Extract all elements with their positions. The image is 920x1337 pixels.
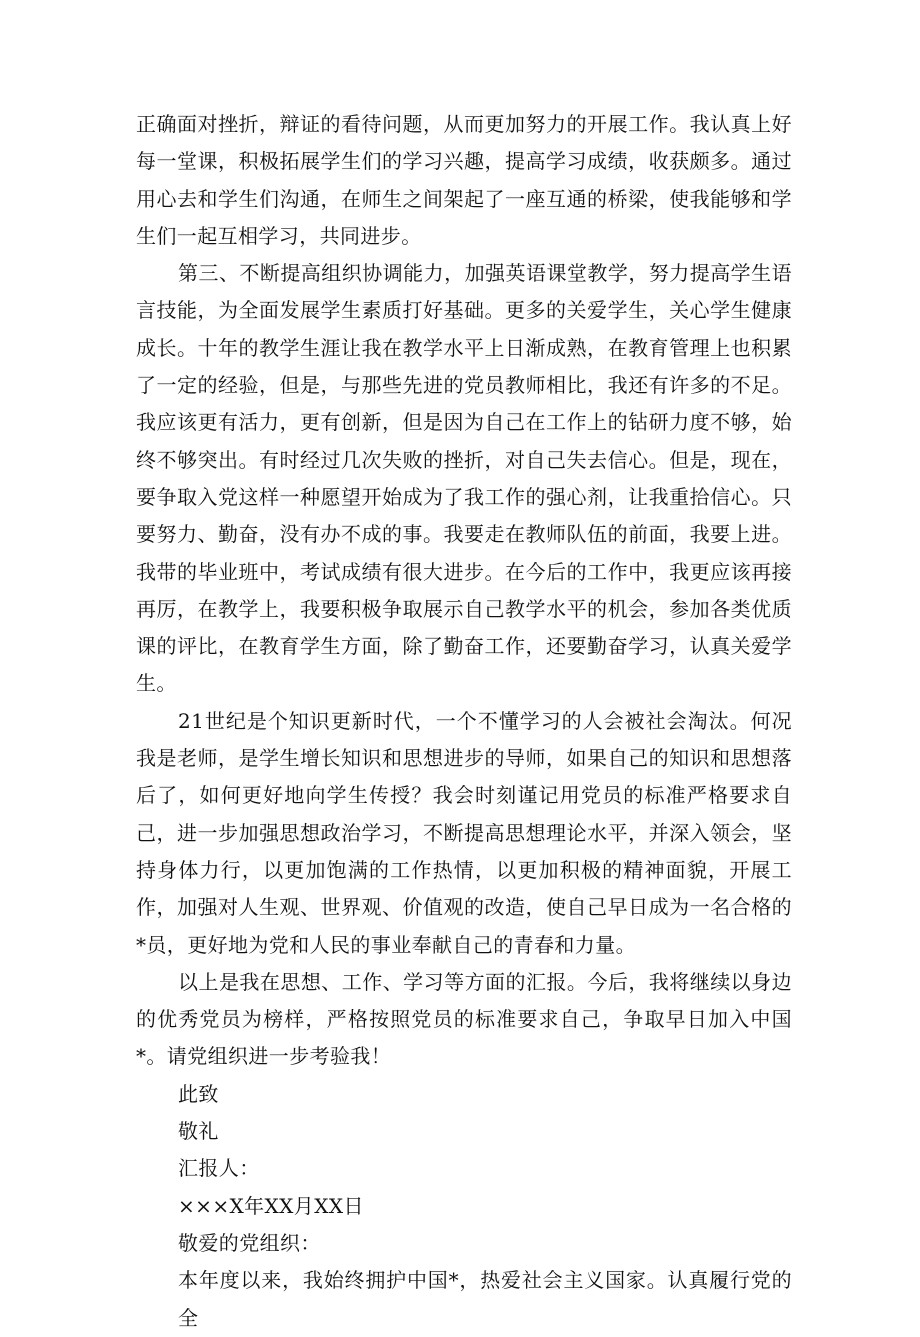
paragraph-1: 正确面对挫折，辩证的看待问题，从而更加努力的开展工作。我认真上好每一堂课，积极拓展学生们的学习兴趣，提高学习成绩，收获颇多。通过用心去和学生们沟通，在师生之间架起了一座互通的桥梁，使我能够和学生们一起互相学习，共同进步。 (136, 112, 792, 248)
paragraph-5: 本年度以来，我始终拥护中国*，热爱社会主义国家。认真履行党的全 (178, 1268, 792, 1330)
date-line: ×××X年XX月XX日 (178, 1193, 364, 1218)
paragraph-4: 以上是我在思想、工作、学习等方面的汇报。今后，我将继续以身边的优秀党员为榜样，严格按照党员的标准要求自己，争取早日加入中国*。请党组织进一步考验我！ (136, 969, 792, 1069)
closing-line-2: 敬礼 (178, 1119, 219, 1144)
salutation-line: 敬爱的党组织： (178, 1230, 321, 1255)
paragraph-3: 21世纪是个知识更新时代，一个不懂学习的人会被社会淘汰。何况我是老师，是学生增长知识和思想进步的导师，如果自己的知识和思想落后了，如何更好地向学生传授？我会时刻谨记用党员的标准严格要求自己，进一步加强思想政治学习，不断提高思想理论水平，并深入领会，坚持身体力行，以更加饱满的工作热情，以更加积极的精神面貌，开展工作，加强对人生观、世界观、价值观的改造，使自己早日成为一名合格的*员，更好地为党和人民的事业奉献自己的青春和力量。 (136, 708, 792, 957)
document-body (136, 106, 792, 1337)
reporter-line: 汇报人： (178, 1156, 260, 1181)
paragraph-2: 第三、不断提高组织协调能力，加强英语课堂教学，努力提高学生语言技能，为全面发展学生素质打好基础。更多的关爱学生，关心学生健康成长。十年的教学生涯让我在教学水平上日渐成熟，在教育管理上也积累了一定的经验，但是，与那些先进的党员教师相比，我还有许多的不足。我应该更有活力，更有创新，但是因为自己在工作上的钻研力度不够，始终不够突出。有时经过几次失败的挫折，对自己失去信心。但是，现在，要争取入党这样一种愿望开始成为了我工作的强心剂，让我重拾信心。只要努力、勤奋，没有办不成的事。我要走在教师队伍的前面，我要上进。我带的毕业班中，考试成绩有很大进步。在今后的工作中，我更应该再接再厉，在教学上，我要积极争取展示自己教学水平的机会，参加各类优质课的评比，在教育学生方面，除了勤奋工作，还要勤奋学习，认真关爱学生。 (136, 261, 792, 696)
closing-line-1: 此致 (178, 1081, 219, 1106)
